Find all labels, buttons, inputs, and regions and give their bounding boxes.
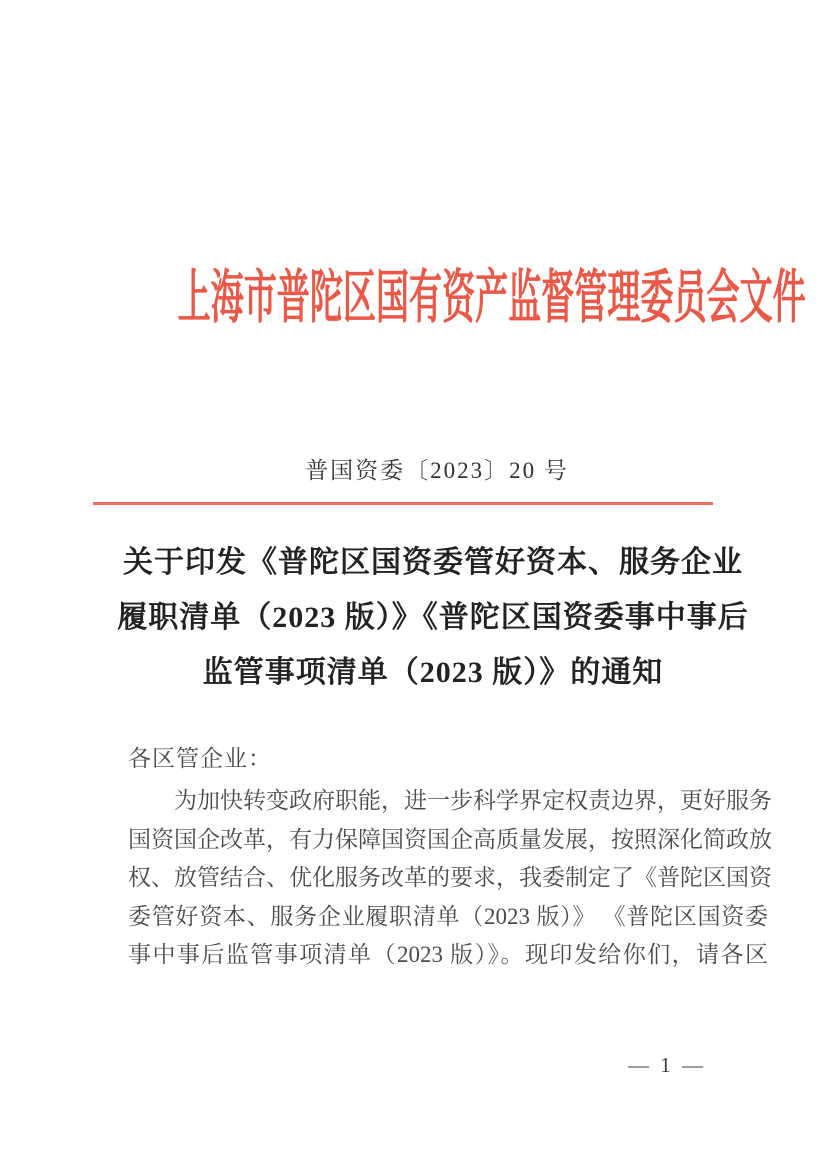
document-title-line-2: 履职清单（2023 版）》《普陀区国资委事中事后: [117, 601, 749, 634]
body-paragraph: [128, 782, 772, 975]
body-line-3: 权、放管结合、优化服务改革的要求，我委制定了《普陀区国资: [128, 865, 772, 891]
document-title: [20, 535, 826, 700]
document-title-line-3: 监管事项清单（2023 版）》的通知: [202, 656, 664, 689]
body-line-4: 委管好资本、服务企业履职清单（2023 版）》 《普陀区国资委: [128, 903, 768, 929]
letterhead-title: 上海市普陀区国有资产监督管理委员会文件: [177, 265, 806, 330]
body-line-1: 为加快转变政府职能，进一步科学界定权责边界，更好服务: [174, 788, 772, 813]
red-divider-line: [93, 502, 713, 505]
document-reference-number: 普国资委〔2023〕20 号: [305, 458, 569, 483]
page-number: — 1 —: [628, 1053, 706, 1077]
document-title-line-1: 关于印发《普陀区国资委管好资本、服务企业: [123, 546, 743, 579]
salutation-line: 各区管企业：: [128, 746, 272, 771]
body-line-2: 国资国企改革，有力保障国资国企高质量发展，按照深化简政放: [128, 826, 772, 852]
body-line-5: 事中事后监管事项清单（2023 版）》。现印发给你们，请各区: [128, 942, 768, 968]
